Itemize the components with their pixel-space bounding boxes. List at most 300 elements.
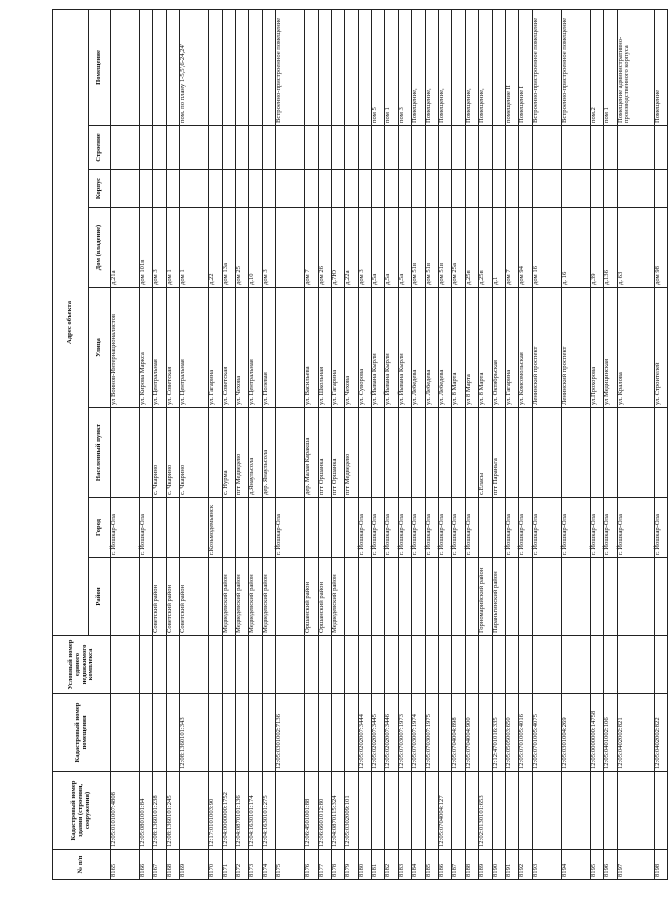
settlement-cell bbox=[398, 408, 411, 498]
conditional-number-cell bbox=[590, 636, 603, 694]
cadastral-building-cell bbox=[276, 772, 305, 850]
korpus-cell bbox=[345, 170, 358, 208]
stroenie-cell bbox=[465, 126, 478, 170]
korpus-cell bbox=[385, 170, 398, 208]
street-cell: ул. 8 Марта bbox=[479, 288, 492, 408]
korpus-cell bbox=[519, 170, 532, 208]
row-number: 8167 bbox=[153, 850, 166, 880]
table-row bbox=[617, 9, 654, 879]
cadastral-building-cell bbox=[505, 772, 518, 850]
korpus-cell bbox=[331, 170, 344, 208]
table-row bbox=[166, 9, 179, 879]
cadastral-room-cell bbox=[111, 694, 140, 772]
cadastral-room-cell: 12:05:0202007:3444 bbox=[358, 694, 371, 772]
cadastral-room-cell: 12:05:0701005:4075 bbox=[532, 694, 561, 772]
room-cell bbox=[305, 9, 318, 125]
street-cell: ул. Центральная bbox=[153, 288, 166, 408]
conditional-number-cell bbox=[222, 636, 235, 694]
stroenie-cell bbox=[604, 126, 617, 170]
row-number: 8190 bbox=[492, 850, 505, 880]
room-cell: пом 3 bbox=[398, 9, 411, 125]
street-cell: ул. Гагарина bbox=[331, 288, 344, 408]
settlement-cell bbox=[111, 408, 140, 498]
district-cell bbox=[372, 558, 385, 636]
row-number: 8187 bbox=[452, 850, 465, 880]
conditional-number-cell bbox=[209, 636, 222, 694]
settlement-cell: д.Янаульсола bbox=[249, 408, 262, 498]
cadastral-building-cell: 12:05:0704004:127 bbox=[439, 772, 452, 850]
korpus-cell bbox=[532, 170, 561, 208]
house-cell: д.136 bbox=[604, 208, 617, 288]
cadastral-room-cell: 12:05:0202007:3446 bbox=[385, 694, 398, 772]
document-page bbox=[52, 10, 661, 880]
korpus-cell bbox=[358, 170, 371, 208]
settlement-cell bbox=[532, 408, 561, 498]
row-number: 8194 bbox=[561, 850, 590, 880]
row-number: 8185 bbox=[425, 850, 438, 880]
settlement-cell: пгт Оршанка bbox=[331, 408, 344, 498]
cadastral-room-cell bbox=[305, 694, 318, 772]
settlement-cell bbox=[425, 408, 438, 498]
house-cell: дом 7 bbox=[305, 208, 318, 288]
cadastral-building-cell bbox=[532, 772, 561, 850]
header-stroenie: Строение bbox=[89, 126, 111, 170]
room-cell bbox=[209, 9, 222, 125]
cadastral-building-cell bbox=[425, 772, 438, 850]
cadastral-room-cell bbox=[318, 694, 331, 772]
korpus-cell bbox=[318, 170, 331, 208]
korpus-cell bbox=[262, 170, 275, 208]
row-number: 8186 bbox=[439, 850, 452, 880]
conditional-number-cell bbox=[519, 636, 532, 694]
stroenie-cell bbox=[166, 126, 179, 170]
table-row bbox=[561, 9, 590, 879]
settlement-cell bbox=[276, 408, 305, 498]
settlement-cell bbox=[604, 408, 617, 498]
district-cell bbox=[519, 558, 532, 636]
row-number: 8175 bbox=[276, 850, 305, 880]
cadastral-room-cell bbox=[345, 694, 358, 772]
street-cell: ул. Лебедева bbox=[425, 288, 438, 408]
house-cell: д.7Ю bbox=[331, 208, 344, 288]
stroenie-cell bbox=[519, 126, 532, 170]
table-row bbox=[222, 9, 235, 879]
room-cell bbox=[153, 9, 166, 125]
city-cell bbox=[479, 498, 492, 558]
house-cell: дом 51в bbox=[412, 208, 425, 288]
stroenie-cell bbox=[654, 126, 667, 170]
stroenie-cell bbox=[452, 126, 465, 170]
cadastral-building-cell bbox=[654, 772, 667, 850]
conditional-number-cell bbox=[180, 636, 209, 694]
table-row bbox=[262, 9, 275, 879]
room-cell bbox=[345, 9, 358, 125]
conditional-number-cell bbox=[249, 636, 262, 694]
room-cell: пом. по плану 1-5,5',6-24,24' bbox=[180, 9, 209, 125]
city-cell: г. Йошкар-Ола bbox=[276, 498, 305, 558]
city-cell bbox=[492, 498, 505, 558]
stroenie-cell bbox=[209, 126, 222, 170]
korpus-cell bbox=[465, 170, 478, 208]
cadastral-room-cell bbox=[331, 694, 344, 772]
district-cell: Медведевский район bbox=[235, 558, 248, 636]
korpus-cell bbox=[372, 170, 385, 208]
district-cell bbox=[505, 558, 518, 636]
cadastral-room-cell: 12:12:4701016:335 bbox=[492, 694, 505, 772]
table-row bbox=[492, 9, 505, 879]
city-cell: г. Йошкар-Ола bbox=[590, 498, 603, 558]
settlement-cell bbox=[561, 408, 590, 498]
room-cell bbox=[331, 9, 344, 125]
row-number: 8191 bbox=[505, 850, 518, 880]
cadastral-room-cell: 12:05:0402002:821 bbox=[617, 694, 654, 772]
table-row bbox=[345, 9, 358, 879]
stroenie-cell bbox=[372, 126, 385, 170]
room-cell bbox=[262, 9, 275, 125]
row-number: 8196 bbox=[604, 850, 617, 880]
district-cell bbox=[398, 558, 411, 636]
house-cell: дом 94 bbox=[519, 208, 532, 288]
cadastral-building-cell bbox=[412, 772, 425, 850]
stroenie-cell bbox=[617, 126, 654, 170]
district-cell bbox=[532, 558, 561, 636]
district-cell: Медведевский район bbox=[331, 558, 344, 636]
city-cell: г. Йошкар-Ола bbox=[532, 498, 561, 558]
cadastral-building-cell: 12:04:1630101:275 bbox=[262, 772, 275, 850]
house-cell: д.5а bbox=[398, 208, 411, 288]
cadastral-room-cell: 12:05:0000000:14758 bbox=[590, 694, 603, 772]
stroenie-cell bbox=[398, 126, 411, 170]
street-cell: ул. Йывана Кырли bbox=[385, 288, 398, 408]
row-number: 8193 bbox=[532, 850, 561, 880]
cadastral-building-cell: 12:06:4501001:88 bbox=[305, 772, 318, 850]
city-cell bbox=[166, 498, 179, 558]
house-cell: д. 16 bbox=[561, 208, 590, 288]
conditional-number-cell bbox=[111, 636, 140, 694]
stroenie-cell bbox=[439, 126, 452, 170]
cadastral-building-cell: 12:04:0870101:136 bbox=[235, 772, 248, 850]
row-number: 8172 bbox=[235, 850, 248, 880]
room-cell bbox=[235, 9, 248, 125]
house-cell: дом 51в bbox=[425, 208, 438, 288]
cadastral-building-cell bbox=[519, 772, 532, 850]
settlement-cell bbox=[452, 408, 465, 498]
room-cell: пом 1 bbox=[385, 9, 398, 125]
street-cell: ул. Советская bbox=[222, 288, 235, 408]
house-cell: д.10 bbox=[249, 208, 262, 288]
header-cadastral-room: Кадастровый номер помещения bbox=[53, 694, 111, 772]
table-row bbox=[209, 9, 222, 879]
settlement-cell bbox=[358, 408, 371, 498]
row-number: 8182 bbox=[385, 850, 398, 880]
conditional-number-cell bbox=[425, 636, 438, 694]
settlement-cell bbox=[617, 408, 654, 498]
row-number: 8181 bbox=[372, 850, 385, 880]
header-city: Город bbox=[89, 498, 111, 558]
conditional-number-cell bbox=[604, 636, 617, 694]
house-cell: дом 7 bbox=[505, 208, 518, 288]
cadastral-building-cell: 12:04:0870115:324 bbox=[331, 772, 344, 850]
city-cell bbox=[345, 498, 358, 558]
settlement-cell: пгт Оршанка bbox=[318, 408, 331, 498]
korpus-cell bbox=[249, 170, 262, 208]
street-cell: ул. Кирова Маркса bbox=[140, 288, 153, 408]
district-cell bbox=[425, 558, 438, 636]
table-row bbox=[398, 9, 411, 879]
korpus-cell bbox=[654, 170, 667, 208]
district-cell: Медведевский район bbox=[262, 558, 275, 636]
korpus-cell bbox=[180, 170, 209, 208]
table-row bbox=[111, 9, 140, 879]
house-cell: дом 25а bbox=[452, 208, 465, 288]
header-house: Дом (владение) bbox=[89, 208, 111, 288]
street-cell bbox=[276, 288, 305, 408]
table-row bbox=[180, 9, 209, 879]
table-row bbox=[452, 9, 465, 879]
settlement-cell bbox=[209, 408, 222, 498]
korpus-cell bbox=[398, 170, 411, 208]
conditional-number-cell bbox=[452, 636, 465, 694]
room-cell bbox=[222, 9, 235, 125]
cadastral-building-cell bbox=[492, 772, 505, 850]
conditional-number-cell bbox=[439, 636, 452, 694]
stroenie-cell bbox=[262, 126, 275, 170]
street-cell: ул. Чехова bbox=[345, 288, 358, 408]
row-number: 8176 bbox=[305, 850, 318, 880]
row-number: 8179 bbox=[345, 850, 358, 880]
cadastral-building-cell: 12:05:0302009:101 bbox=[345, 772, 358, 850]
street-cell: ул. Центральная bbox=[249, 288, 262, 408]
settlement-cell: с.Еласы bbox=[479, 408, 492, 498]
city-cell: г.Козьмодемьянск bbox=[209, 498, 222, 558]
row-number: 8168 bbox=[166, 850, 179, 880]
street-cell: ул Воинов-Интернационалистов bbox=[111, 288, 140, 408]
street-cell: ул. Полевая bbox=[262, 288, 275, 408]
conditional-number-cell bbox=[345, 636, 358, 694]
cadastral-building-cell bbox=[561, 772, 590, 850]
room-cell: помещение II bbox=[505, 9, 518, 125]
cadastral-building-cell: 12:05:0101007:4808 bbox=[111, 772, 140, 850]
street-cell: ул. Гагарина bbox=[209, 288, 222, 408]
settlement-cell bbox=[412, 408, 425, 498]
district-cell bbox=[452, 558, 465, 636]
table-row bbox=[519, 9, 532, 879]
district-cell bbox=[654, 558, 667, 636]
cadastral-room-cell: 12:05:0703007:1974 bbox=[412, 694, 425, 772]
header-street: Улица bbox=[89, 288, 111, 408]
registry-table bbox=[52, 9, 668, 880]
table-body bbox=[111, 9, 668, 879]
row-number: 8192 bbox=[519, 850, 532, 880]
settlement-cell: с. Нурма bbox=[222, 408, 235, 498]
table-row bbox=[235, 9, 248, 879]
cadastral-room-cell: 12:05:0301002:7136 bbox=[276, 694, 305, 772]
korpus-cell bbox=[425, 170, 438, 208]
korpus-cell bbox=[209, 170, 222, 208]
stroenie-cell bbox=[492, 126, 505, 170]
header-settlement: Населенный пункт bbox=[89, 408, 111, 498]
street-cell: ул. Центральная bbox=[180, 288, 209, 408]
cadastral-building-cell: 12:06:6601012:80 bbox=[318, 772, 331, 850]
row-number: 8174 bbox=[262, 850, 275, 880]
cadastral-room-cell: 12:05:0401002:106 bbox=[604, 694, 617, 772]
conditional-number-cell bbox=[532, 636, 561, 694]
row-number: 8166 bbox=[140, 850, 153, 880]
cadastral-building-cell: 12:04:0000000:1752 bbox=[222, 772, 235, 850]
city-cell: г. Йошкар-Ола bbox=[385, 498, 398, 558]
district-cell bbox=[465, 558, 478, 636]
conditional-number-cell bbox=[166, 636, 179, 694]
table-row bbox=[331, 9, 344, 879]
korpus-cell bbox=[617, 170, 654, 208]
conditional-number-cell bbox=[561, 636, 590, 694]
city-cell bbox=[305, 498, 318, 558]
conditional-number-cell bbox=[276, 636, 305, 694]
street-cell: ул. Комсомольская bbox=[519, 288, 532, 408]
header-korpus: Корпус bbox=[89, 170, 111, 208]
conditional-number-cell bbox=[262, 636, 275, 694]
room-cell bbox=[249, 9, 262, 125]
cadastral-building-cell: 12:04:1630101:174 bbox=[249, 772, 262, 850]
table-row bbox=[479, 9, 492, 879]
cadastral-room-cell bbox=[262, 694, 275, 772]
city-cell: г. Йошкар-Ола bbox=[111, 498, 140, 558]
district-cell: Оршанский район bbox=[318, 558, 331, 636]
house-cell: д.5а bbox=[385, 208, 398, 288]
district-cell bbox=[358, 558, 371, 636]
stroenie-cell bbox=[425, 126, 438, 170]
district-cell: Советский район bbox=[180, 558, 209, 636]
conditional-number-cell bbox=[465, 636, 478, 694]
cadastral-room-cell bbox=[166, 694, 179, 772]
cadastral-building-cell bbox=[452, 772, 465, 850]
cadastral-room-cell bbox=[153, 694, 166, 772]
street-cell: ул. Васильева bbox=[305, 288, 318, 408]
district-cell: Медведевский район bbox=[249, 558, 262, 636]
house-cell: д.22а bbox=[345, 208, 358, 288]
city-cell: г. Йошкар-Ола bbox=[452, 498, 465, 558]
city-cell: г. Йошкар-Ола bbox=[425, 498, 438, 558]
settlement-cell: дер. Малая Каракша bbox=[305, 408, 318, 498]
conditional-number-cell bbox=[385, 636, 398, 694]
city-cell: г. Йошкар-Ола bbox=[412, 498, 425, 558]
district-cell bbox=[561, 558, 590, 636]
house-cell: д. 63 bbox=[617, 208, 654, 288]
stroenie-cell bbox=[249, 126, 262, 170]
cadastral-building-cell bbox=[604, 772, 617, 850]
stroenie-cell bbox=[479, 126, 492, 170]
city-cell: г. Йошкар-Ола bbox=[140, 498, 153, 558]
settlement-cell bbox=[140, 408, 153, 498]
house-cell: дом 16 bbox=[532, 208, 561, 288]
stroenie-cell bbox=[331, 126, 344, 170]
stroenie-cell bbox=[153, 126, 166, 170]
house-cell: дом 98 bbox=[654, 208, 667, 288]
city-cell: г. Йошкар-Ола bbox=[372, 498, 385, 558]
row-number: 8183 bbox=[398, 850, 411, 880]
district-cell: Параньгинский район bbox=[492, 558, 505, 636]
stroenie-cell bbox=[345, 126, 358, 170]
house-cell: д.25в bbox=[479, 208, 492, 288]
table-row bbox=[412, 9, 425, 879]
header-cadastral-building: Кадастровый номер здания (строения, сооружения) bbox=[53, 772, 111, 850]
district-cell bbox=[111, 558, 140, 636]
stroenie-cell bbox=[140, 126, 153, 170]
room-cell: Встроенно-пристроенное помещение bbox=[532, 9, 561, 125]
house-cell: дом 1 bbox=[166, 208, 179, 288]
street-cell: Ленинский проспект bbox=[561, 288, 590, 408]
room-cell bbox=[358, 9, 371, 125]
city-cell: г. Йошкар-Ола bbox=[519, 498, 532, 558]
stroenie-cell bbox=[305, 126, 318, 170]
cadastral-building-cell bbox=[398, 772, 411, 850]
cadastral-building-cell: 12:17:0101003:90 bbox=[209, 772, 222, 850]
settlement-cell: пгт Параньга bbox=[492, 408, 505, 498]
settlement-cell bbox=[590, 408, 603, 498]
row-number: 8173 bbox=[249, 850, 262, 880]
header-district: Район bbox=[89, 558, 111, 636]
korpus-cell bbox=[222, 170, 235, 208]
street-cell: ул.Прохорова bbox=[590, 288, 603, 408]
room-cell: пом 5 bbox=[372, 9, 385, 125]
table-row bbox=[425, 9, 438, 879]
conditional-number-cell bbox=[479, 636, 492, 694]
cadastral-room-cell bbox=[209, 694, 222, 772]
city-cell: г. Йошкар-Ола bbox=[439, 498, 452, 558]
cadastral-building-cell bbox=[372, 772, 385, 850]
room-cell: Помещение административно-производственного корпуса bbox=[617, 9, 654, 125]
cadastral-building-cell: 12:08:1360101:238 bbox=[153, 772, 166, 850]
street-cell: ул. Кралова bbox=[617, 288, 654, 408]
settlement-cell: пгт Медведево bbox=[345, 408, 358, 498]
cadastral-building-cell bbox=[385, 772, 398, 850]
cadastral-room-cell bbox=[249, 694, 262, 772]
district-cell: Советский район bbox=[153, 558, 166, 636]
district-cell bbox=[140, 558, 153, 636]
street-cell: ул Медицинская bbox=[604, 288, 617, 408]
conditional-number-cell bbox=[492, 636, 505, 694]
cadastral-building-cell bbox=[617, 772, 654, 850]
stroenie-cell bbox=[318, 126, 331, 170]
row-number: 8165 bbox=[111, 850, 140, 880]
district-cell bbox=[385, 558, 398, 636]
korpus-cell bbox=[590, 170, 603, 208]
korpus-cell bbox=[479, 170, 492, 208]
house-cell bbox=[276, 208, 305, 288]
cadastral-room-cell: 12:05:0202007:3445 bbox=[372, 694, 385, 772]
settlement-cell bbox=[519, 408, 532, 498]
header-conditional-number: Условный номер единого недвижимого комплекса bbox=[53, 636, 111, 694]
room-cell: пом 1 bbox=[604, 9, 617, 125]
stroenie-cell bbox=[111, 126, 140, 170]
stroenie-cell bbox=[412, 126, 425, 170]
table-row bbox=[590, 9, 603, 879]
row-number: 8188 bbox=[465, 850, 478, 880]
stroenie-cell bbox=[590, 126, 603, 170]
house-cell: дом 26 bbox=[318, 208, 331, 288]
city-cell bbox=[249, 498, 262, 558]
korpus-cell bbox=[604, 170, 617, 208]
table-row bbox=[532, 9, 561, 879]
street-cell: ул. Лебедева bbox=[412, 288, 425, 408]
street-cell: ул. Йывана Кырли bbox=[398, 288, 411, 408]
city-cell bbox=[153, 498, 166, 558]
row-number: 8197 bbox=[617, 850, 654, 880]
house-cell: д.21а bbox=[111, 208, 140, 288]
room-cell: Помещение, bbox=[439, 9, 452, 125]
conditional-number-cell bbox=[358, 636, 371, 694]
conditional-number-cell bbox=[398, 636, 411, 694]
